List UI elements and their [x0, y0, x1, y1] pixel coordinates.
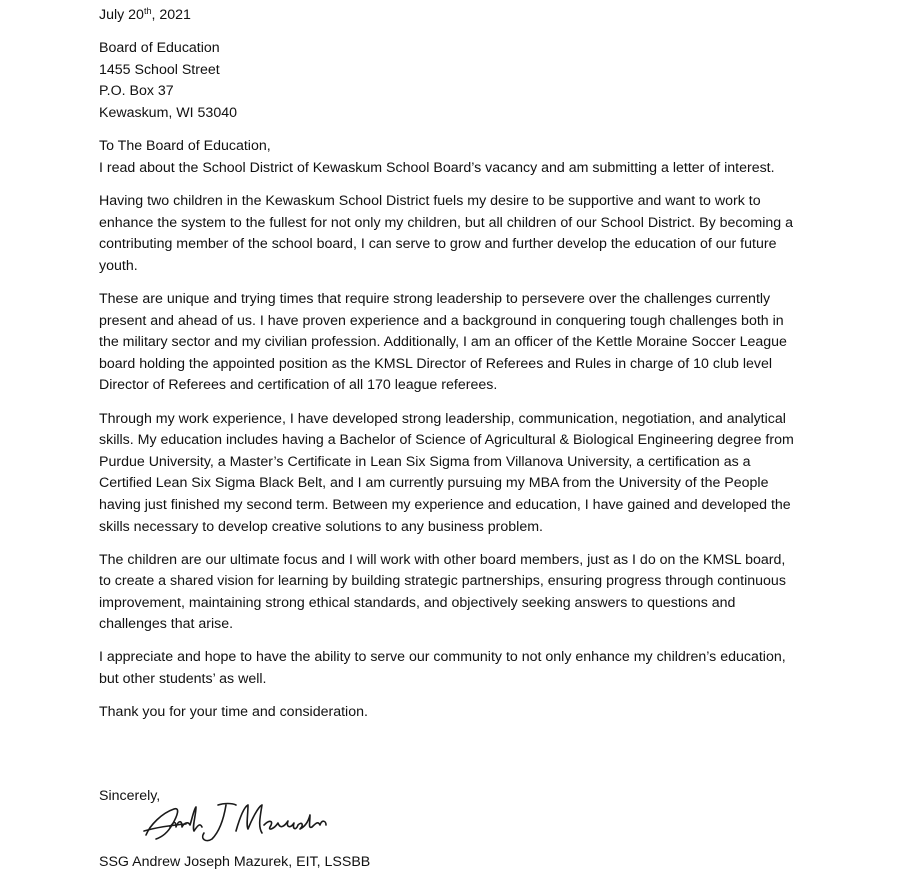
paragraph-thanks: Thank you for your time and consideration. [99, 704, 368, 721]
paragraph-leadership: These are unique and trying times that require strong leadership to persevere over the challenges currently present and ahead of us. I have proven experience and a background in conquering tough challenges both in the military sector and my civilian profession. Additionally, I am an officer of the Kettle Moraine Soccer League board holding the appointed position as the KMSL Director of Referees and Rules in charge of 10 club level Director of Referees and certification of all 170 league referees. [99, 291, 787, 394]
letter-date [99, 5, 191, 25]
paragraph-appreciation: I appreciate and hope to have the ability to serve our community to not only enhance my children’s education, but other students’ as well. [99, 649, 786, 688]
recipient-address [99, 38, 237, 124]
recipient-name: Board of Education [99, 40, 220, 56]
salutation-block [99, 136, 799, 179]
recipient-city: Kewaskum, WI 53040 [99, 104, 237, 121]
signature-image [140, 795, 360, 847]
signer-name: SSG Andrew Joseph Mazurek, EIT, LSSBB [99, 854, 371, 870]
recipient-street: 1455 School Street [99, 61, 220, 78]
letter-body [99, 136, 799, 735]
paragraph-focus: The children are our ultimate focus and I will work with other board members, just as I do on the KMSL board, to create a shared vision for learning by building strategic partnerships, ensuring progress through continuous improvement, maintaining strong ethical standards, and objectively seeking answers to questions and challenges that arise. [99, 551, 786, 633]
salutation: To The Board of Education, [99, 138, 271, 154]
date-month-day: July 20 [99, 7, 144, 23]
date-year: , 2021 [151, 7, 191, 23]
closing: Sincerely, [99, 788, 161, 804]
paragraph-children: Having two children in the Kewaskum School District fuels my desire to be supportive and want to work to enhance the system to the fullest for not only my children, but all children of our School District. By becoming a contributing member of the school board, I can serve to grow and further develop the education of our future youth. [99, 193, 793, 274]
paragraph-experience: Through my work experience, I have developed strong leadership, communication, negotiation, and analytical skills. My education includes having a Bachelor of Science of Agricultural & Biological Engineering degree from Purdue University, a Master’s Certificate in Lean Six Sigma from Villanova University, a certification as a Certified Lean Six Sigma Black Belt, and I am currently pursuing my MBA from the University of the People having just finished my second term. Between my experience and education, I have gained and developed the skills necessary to develop creative solutions to any business problem. [99, 410, 794, 535]
paragraph-intro: I read about the School District of Kewaskum School Board’s vacancy and am submitting a letter of interest. [99, 159, 775, 176]
date-suffix: th [143, 6, 152, 16]
recipient-po-box: P.O. Box 37 [99, 83, 174, 99]
